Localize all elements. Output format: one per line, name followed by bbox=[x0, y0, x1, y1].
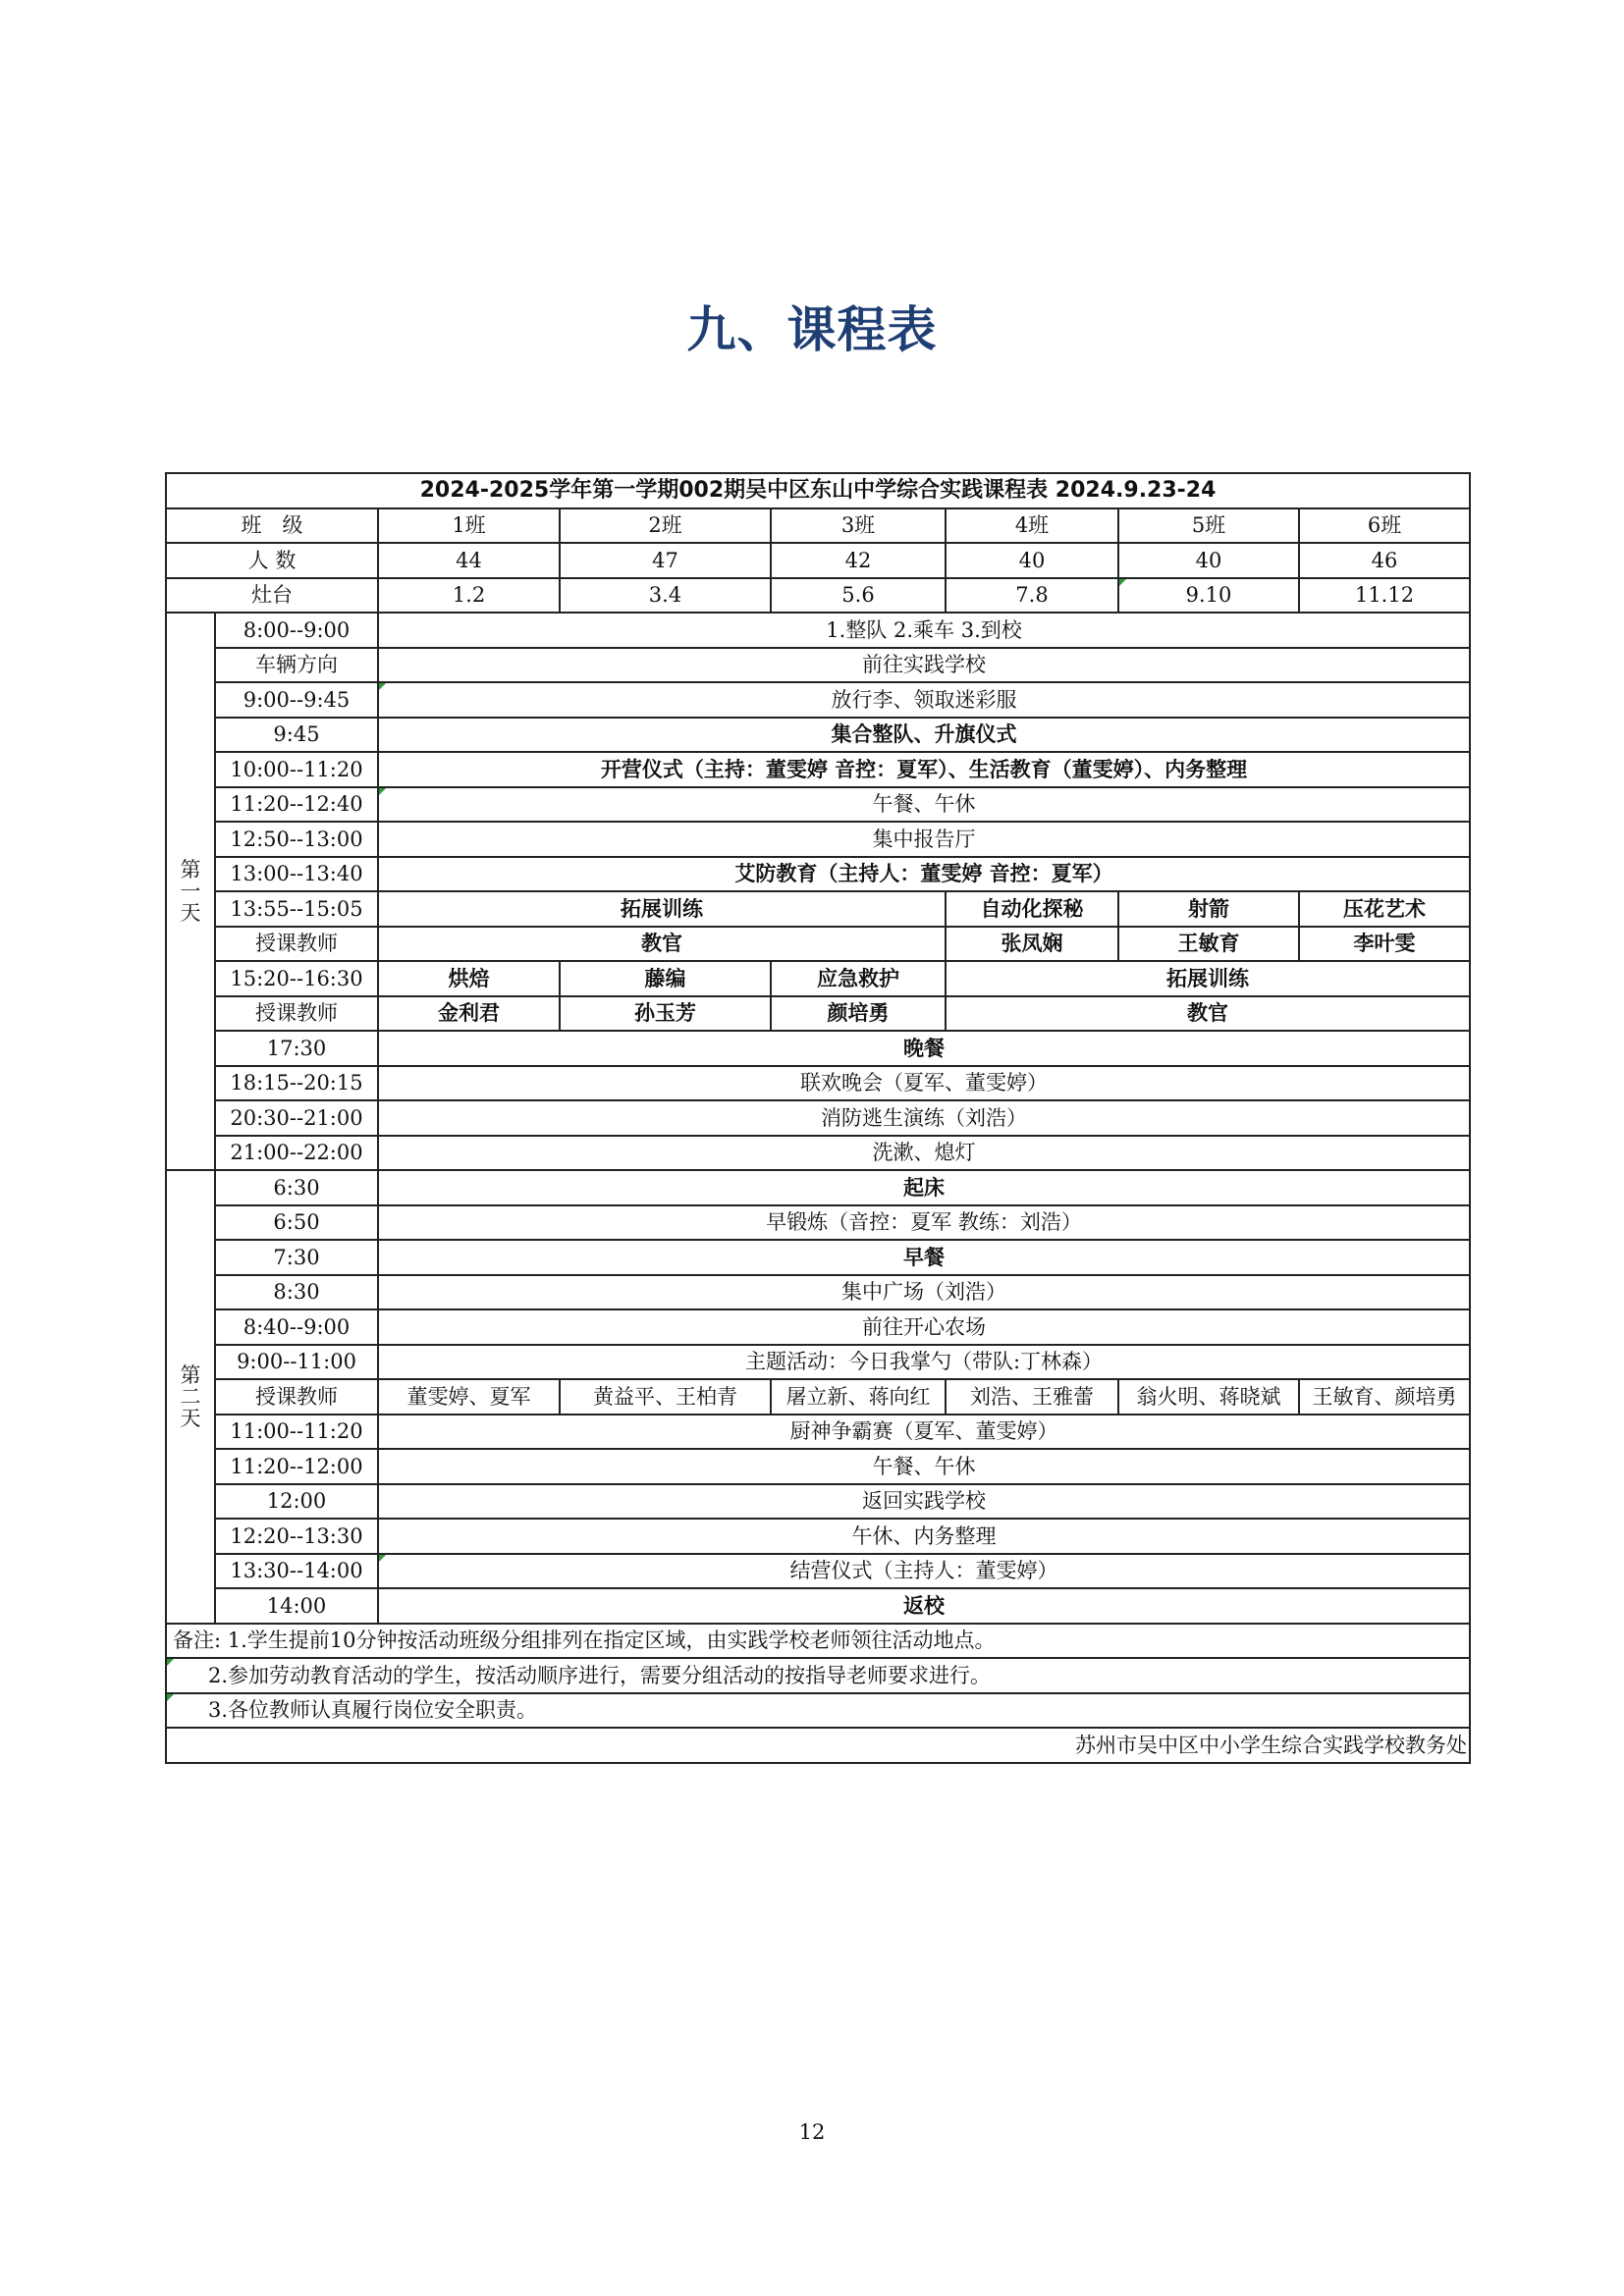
time-cell: 9:00--11:00 bbox=[215, 1345, 378, 1380]
teacher-cell: 翁火明、蒋晓斌 bbox=[1118, 1379, 1299, 1415]
count-cell: 44 bbox=[378, 543, 560, 578]
teacher-cell: 金利君 bbox=[378, 996, 560, 1032]
activity-cell: 主题活动：今日我掌勺（带队:丁林森） bbox=[378, 1345, 1470, 1380]
note-row bbox=[166, 1624, 1470, 1659]
teacher-cell: 张凤娴 bbox=[946, 927, 1118, 962]
class-cell: 1班 bbox=[378, 508, 560, 544]
activity-cell: 集中广场（刘浩） bbox=[378, 1275, 1470, 1310]
count-cell: 42 bbox=[771, 543, 946, 578]
time-cell: 15:20--16:30 bbox=[215, 961, 378, 996]
stove-cell: 5.6 bbox=[771, 578, 946, 614]
schedule-row bbox=[166, 891, 1470, 927]
schedule-table bbox=[165, 472, 1471, 1764]
count-label: 人 数 bbox=[166, 543, 378, 578]
activity-cell: 联欢晚会（夏军、董雯婷） bbox=[378, 1066, 1470, 1101]
teacher-row bbox=[166, 927, 1470, 962]
time-cell: 9:00--9:45 bbox=[215, 682, 378, 718]
time-cell: 6:50 bbox=[215, 1205, 378, 1241]
activity-cell: 集合整队、升旗仪式 bbox=[378, 718, 1470, 753]
count-cell: 40 bbox=[946, 543, 1118, 578]
time-cell: 11:20--12:00 bbox=[215, 1449, 378, 1484]
time-cell: 9:45 bbox=[215, 718, 378, 753]
stove-cell: 7.8 bbox=[946, 578, 1118, 614]
schedule-row bbox=[166, 1205, 1470, 1241]
time-cell: 7:30 bbox=[215, 1240, 378, 1275]
schedule-row bbox=[166, 1415, 1470, 1450]
activity-cell: 早锻炼（音控：夏军 教练：刘浩） bbox=[378, 1205, 1470, 1241]
schedule-row bbox=[166, 787, 1470, 823]
schedule-row bbox=[166, 1588, 1470, 1624]
schedule-row bbox=[166, 1345, 1470, 1380]
time-cell: 11:00--11:20 bbox=[215, 1415, 378, 1450]
schedule-row bbox=[166, 1309, 1470, 1345]
activity-cell: 前往开心农场 bbox=[378, 1309, 1470, 1345]
class-cell: 5班 bbox=[1118, 508, 1299, 544]
activity-cell: 应急救护 bbox=[771, 961, 946, 996]
activity-cell: 压花艺术 bbox=[1299, 891, 1470, 927]
activity-cell: 午餐、午休 bbox=[378, 1449, 1470, 1484]
activity-cell: 洗漱、熄灯 bbox=[378, 1136, 1470, 1171]
time-cell: 13:00--13:40 bbox=[215, 857, 378, 892]
schedule-row bbox=[166, 613, 1470, 648]
class-cell: 4班 bbox=[946, 508, 1118, 544]
count-row bbox=[166, 543, 1470, 578]
schedule-row bbox=[166, 1031, 1470, 1066]
schedule-row bbox=[166, 682, 1470, 718]
schedule-row bbox=[166, 1275, 1470, 1310]
class-label: 班 级 bbox=[166, 508, 378, 544]
teacher-cell: 董雯婷、夏军 bbox=[378, 1379, 560, 1415]
note-3: 3.各位教师认真履行岗位安全职责。 bbox=[166, 1693, 1470, 1729]
activity-cell: 早餐 bbox=[378, 1240, 1470, 1275]
teacher-row bbox=[166, 996, 1470, 1032]
day1-label: 第 一 天 bbox=[166, 613, 215, 1170]
schedule-row bbox=[166, 648, 1470, 683]
class-cell: 3班 bbox=[771, 508, 946, 544]
activity-cell: 藤编 bbox=[560, 961, 771, 996]
count-cell: 46 bbox=[1299, 543, 1470, 578]
issuer-footer: 苏州市吴中区中小学生综合实践学校教务处 bbox=[166, 1728, 1470, 1763]
schedule-row bbox=[166, 1240, 1470, 1275]
activity-cell: 午休、内务整理 bbox=[378, 1519, 1470, 1554]
teacher-cell: 李叶雯 bbox=[1299, 927, 1470, 962]
day2-label: 第 二 天 bbox=[166, 1170, 215, 1624]
activity-cell: 前往实践学校 bbox=[378, 648, 1470, 683]
activity-cell: 集中报告厅 bbox=[378, 822, 1470, 857]
activity-cell: 结营仪式（主持人：董雯婷） bbox=[378, 1554, 1470, 1589]
teacher-cell: 孙玉芳 bbox=[560, 996, 771, 1032]
footer-row bbox=[166, 1728, 1470, 1763]
time-cell: 17:30 bbox=[215, 1031, 378, 1066]
count-cell: 47 bbox=[560, 543, 771, 578]
time-cell: 20:30--21:00 bbox=[215, 1100, 378, 1136]
time-cell: 21:00--22:00 bbox=[215, 1136, 378, 1171]
time-cell: 8:00--9:00 bbox=[215, 613, 378, 648]
activity-cell: 烘焙 bbox=[378, 961, 560, 996]
activity-cell: 放行李、领取迷彩服 bbox=[378, 682, 1470, 718]
class-cell: 6班 bbox=[1299, 508, 1470, 544]
activity-cell: 消防逃生演练（刘浩） bbox=[378, 1100, 1470, 1136]
time-cell: 授课教师 bbox=[215, 927, 378, 962]
time-cell: 12:20--13:30 bbox=[215, 1519, 378, 1554]
stove-row bbox=[166, 578, 1470, 614]
time-cell: 车辆方向 bbox=[215, 648, 378, 683]
time-cell: 14:00 bbox=[215, 1588, 378, 1624]
time-cell: 授课教师 bbox=[215, 1379, 378, 1415]
schedule-row bbox=[166, 961, 1470, 996]
teacher-cell: 刘浩、王雅蕾 bbox=[946, 1379, 1118, 1415]
activity-cell: 1.整队 2.乘车 3.到校 bbox=[378, 613, 1470, 648]
class-cell: 2班 bbox=[560, 508, 771, 544]
schedule-row bbox=[166, 1170, 1470, 1205]
activity-cell: 拓展训练 bbox=[946, 961, 1470, 996]
activity-cell: 自动化探秘 bbox=[946, 891, 1118, 927]
note-row bbox=[166, 1693, 1470, 1729]
time-cell: 8:30 bbox=[215, 1275, 378, 1310]
note-2: 2.参加劳动教育活动的学生，按活动顺序进行，需要分组活动的按指导老师要求进行。 bbox=[166, 1658, 1470, 1693]
teacher-row bbox=[166, 1379, 1470, 1415]
stove-cell: 11.12 bbox=[1299, 578, 1470, 614]
stove-cell: 1.2 bbox=[378, 578, 560, 614]
activity-cell: 开营仪式（主持：董雯婷 音控：夏军）、生活教育（董雯婷）、内务整理 bbox=[378, 752, 1470, 787]
schedule-row bbox=[166, 1066, 1470, 1101]
schedule-row bbox=[166, 1449, 1470, 1484]
schedule-row bbox=[166, 1554, 1470, 1589]
stove-cell: 3.4 bbox=[560, 578, 771, 614]
teacher-cell: 颜培勇 bbox=[771, 996, 946, 1032]
class-row bbox=[166, 508, 1470, 544]
stove-cell: 9.10 bbox=[1118, 578, 1299, 614]
activity-cell: 射箭 bbox=[1118, 891, 1299, 927]
time-cell: 授课教师 bbox=[215, 996, 378, 1032]
teacher-cell: 黄益平、王柏青 bbox=[560, 1379, 771, 1415]
time-cell: 12:00 bbox=[215, 1484, 378, 1520]
schedule-row bbox=[166, 1519, 1470, 1554]
activity-cell: 午餐、午休 bbox=[378, 787, 1470, 823]
schedule-row bbox=[166, 1100, 1470, 1136]
schedule-row bbox=[166, 1136, 1470, 1171]
time-cell: 18:15--20:15 bbox=[215, 1066, 378, 1101]
table-caption: 2024-2025学年第一学期002期吴中区东山中学综合实践课程表 2024.9.23-24 bbox=[166, 473, 1470, 508]
time-cell: 13:30--14:00 bbox=[215, 1554, 378, 1589]
schedule-row bbox=[166, 822, 1470, 857]
time-cell: 13:55--15:05 bbox=[215, 891, 378, 927]
teacher-cell: 教官 bbox=[946, 996, 1470, 1032]
teacher-cell: 屠立新、蒋向红 bbox=[771, 1379, 946, 1415]
activity-cell: 返校 bbox=[378, 1588, 1470, 1624]
table-caption-row bbox=[166, 473, 1470, 508]
time-cell: 11:20--12:40 bbox=[215, 787, 378, 823]
schedule-row bbox=[166, 718, 1470, 753]
count-cell: 40 bbox=[1118, 543, 1299, 578]
activity-cell: 起床 bbox=[378, 1170, 1470, 1205]
time-cell: 12:50--13:00 bbox=[215, 822, 378, 857]
activity-cell: 晚餐 bbox=[378, 1031, 1470, 1066]
schedule-row bbox=[166, 752, 1470, 787]
activity-cell: 返回实践学校 bbox=[378, 1484, 1470, 1520]
time-cell: 10:00--11:20 bbox=[215, 752, 378, 787]
time-cell: 8:40--9:00 bbox=[215, 1309, 378, 1345]
page-number: 12 bbox=[798, 2120, 826, 2144]
schedule-row bbox=[166, 857, 1470, 892]
page-title: 九、课程表 bbox=[686, 301, 938, 358]
schedule-row bbox=[166, 1484, 1470, 1520]
teacher-cell: 王敏育 bbox=[1118, 927, 1299, 962]
teacher-cell: 王敏育、颜培勇 bbox=[1299, 1379, 1470, 1415]
note-row bbox=[166, 1658, 1470, 1693]
activity-cell: 拓展训练 bbox=[378, 891, 946, 927]
activity-cell: 艾防教育（主持人：董雯婷 音控：夏军） bbox=[378, 857, 1470, 892]
stove-label: 灶台 bbox=[166, 578, 378, 614]
note-1: 备注: 1.学生提前10分钟按活动班级分组排列在指定区域，由实践学校老师领往活动地点。 bbox=[166, 1624, 1470, 1659]
time-cell: 6:30 bbox=[215, 1170, 378, 1205]
activity-cell: 厨神争霸赛（夏军、董雯婷） bbox=[378, 1415, 1470, 1450]
teacher-cell: 教官 bbox=[378, 927, 946, 962]
